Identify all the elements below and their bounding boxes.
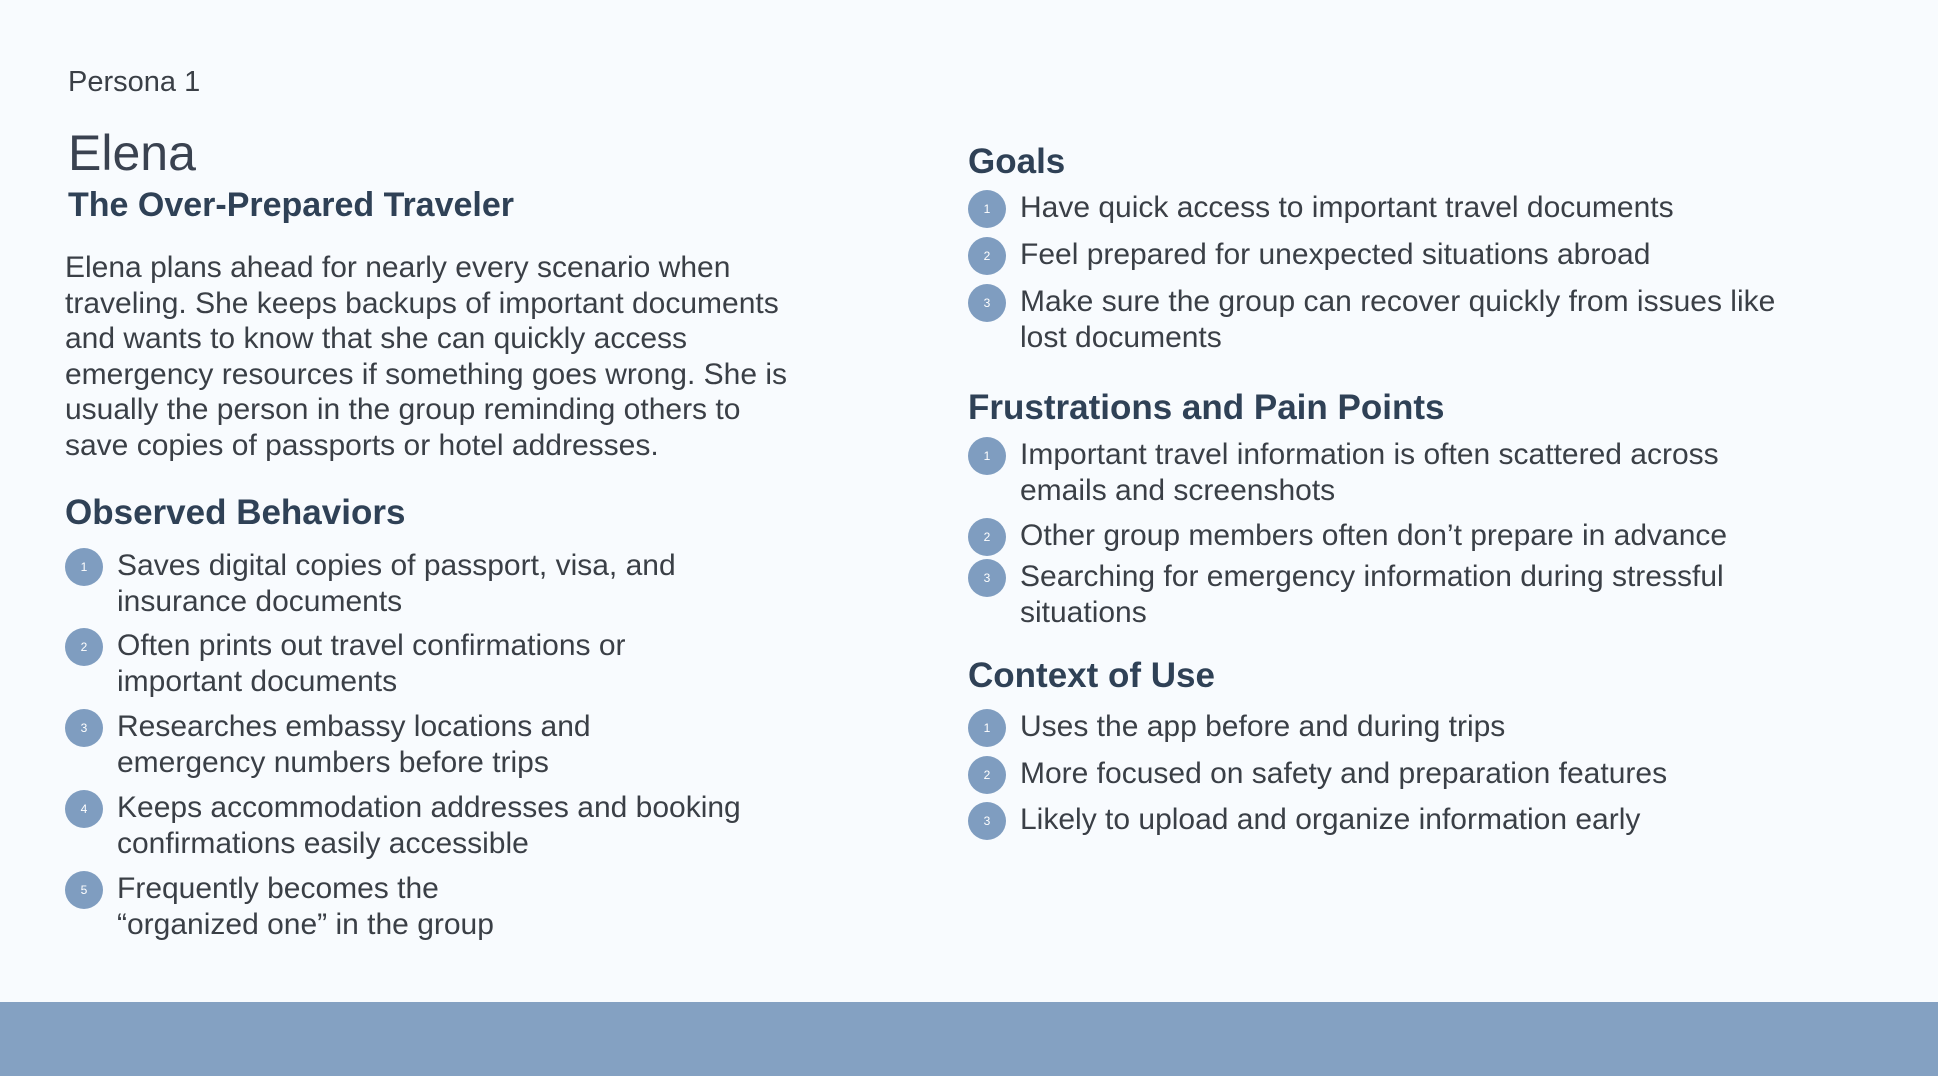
context-item (968, 802, 1640, 840)
frustration-line: Important travel information is often scattered across (1020, 438, 1719, 471)
goal-item (968, 190, 1674, 228)
behavior-line: Frequently becomes the (117, 872, 439, 905)
number-badge: 5 (65, 871, 103, 909)
context-item (968, 709, 1505, 747)
number-badge: 3 (968, 284, 1006, 322)
frustration-line: Other group members often don’t prepare in advance (1020, 519, 1728, 552)
behavior-line: important documents (117, 664, 398, 698)
behavior-text (117, 628, 626, 699)
behavior-item (65, 548, 676, 619)
context-text (1020, 802, 1640, 838)
number-badge: 1 (968, 437, 1006, 475)
behavior-line: “organized one” in the group (117, 907, 494, 941)
behavior-line: Keeps accommodation addresses and booking (117, 791, 741, 824)
behavior-line: insurance documents (117, 584, 403, 618)
context-item (968, 756, 1667, 794)
bio-line: save copies of passports or hotel addresses. (65, 428, 659, 462)
goal-text (1020, 190, 1674, 226)
number-badge: 1 (968, 709, 1006, 747)
behavior-item (65, 790, 741, 861)
context-line: Uses the app before and during trips (1020, 710, 1506, 743)
goal-line: Make sure the group can recover quickly from issues like (1020, 285, 1776, 318)
behavior-item (65, 871, 494, 942)
observed-behaviors-heading: Observed Behaviors (65, 493, 406, 532)
goal-line: Feel prepared for unexpected situations abroad (1020, 238, 1651, 271)
goal-text (1020, 284, 1775, 355)
context-text (1020, 756, 1667, 792)
goal-item (968, 237, 1650, 275)
behavior-text (117, 871, 494, 942)
frustration-item (968, 559, 1724, 630)
bio-line: emergency resources if something goes wrong. She is (65, 357, 788, 391)
frustration-item (968, 518, 1727, 556)
number-badge: 3 (968, 559, 1006, 597)
number-badge: 4 (65, 790, 103, 828)
frustration-item (968, 437, 1719, 508)
persona-name: Elena (68, 125, 196, 181)
goal-line: Have quick access to important travel documents (1020, 191, 1674, 224)
number-badge: 3 (65, 709, 103, 747)
behavior-line: Researches embassy locations and (117, 710, 591, 743)
behavior-item (65, 628, 626, 699)
bio-line: traveling. She keeps backups of important documents (65, 286, 779, 320)
number-badge: 2 (65, 628, 103, 666)
bio-line: and wants to know that she can quickly access (65, 322, 688, 355)
context-heading: Context of Use (968, 656, 1215, 695)
goal-line: lost documents (1020, 320, 1222, 354)
frustration-text (1020, 437, 1719, 508)
frustration-line: emails and screenshots (1020, 473, 1336, 507)
frustration-line: situations (1020, 595, 1147, 629)
behavior-line: Saves digital copies of passport, visa, and (117, 549, 676, 582)
behavior-line: emergency numbers before trips (117, 745, 549, 779)
frustration-text (1020, 559, 1724, 630)
number-badge: 1 (65, 548, 103, 586)
goal-text (1020, 237, 1650, 273)
behavior-text (117, 548, 676, 619)
context-line: Likely to upload and organize information early (1020, 803, 1641, 836)
bio-line: usually the person in the group reminding others to (65, 393, 741, 426)
persona-label: Persona 1 (68, 66, 201, 98)
number-badge: 2 (968, 756, 1006, 794)
context-line: More focused on safety and preparation features (1020, 757, 1668, 790)
behavior-text (117, 790, 741, 861)
bio-line: Elena plans ahead for nearly every scenario when (65, 251, 731, 284)
persona-bio (65, 250, 895, 463)
frustration-line: Searching for emergency information during stressful (1020, 560, 1724, 593)
behavior-text (117, 709, 591, 780)
persona-title: The Over-Prepared Traveler (68, 186, 515, 224)
context-text (1020, 709, 1505, 745)
goals-heading: Goals (968, 142, 1066, 181)
behavior-line: Often prints out travel confirmations or (117, 629, 626, 662)
number-badge: 3 (968, 802, 1006, 840)
number-badge: 2 (968, 237, 1006, 275)
goal-item (968, 284, 1775, 355)
behavior-item (65, 709, 591, 780)
behavior-line: confirmations easily accessible (117, 826, 529, 860)
footer-bar (0, 1002, 1938, 1076)
frustration-text (1020, 518, 1727, 554)
number-badge: 1 (968, 190, 1006, 228)
number-badge: 2 (968, 518, 1006, 556)
frustrations-heading: Frustrations and Pain Points (968, 388, 1445, 427)
